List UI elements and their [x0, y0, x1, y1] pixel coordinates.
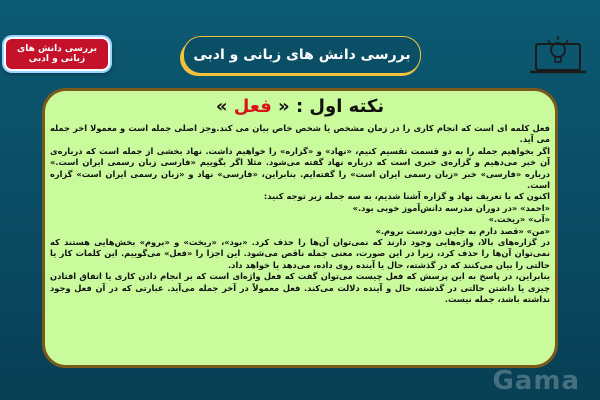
page-title: [183, 36, 421, 74]
topic-badge-label: بررسی دانش های زبانی و ادبی: [16, 44, 98, 64]
content-text: [50, 95, 550, 361]
paragraph: فعل کلمه ای است که انجام کاری را در زمان مشخص یا شخص خاص بیان می کند.وجز اصلی جمله است و معمولا اخر جمله می آید.: [50, 123, 550, 145]
topic-badge: [4, 37, 110, 71]
body-text: [50, 123, 550, 306]
page-title-text: بررسی دانش های زبانی و ادبی: [193, 47, 411, 63]
paragraph: بنابراین، در پاسخ به این پرسش که فعل چیست می‌توان گفت که فعل واژه‌ای است که بر انجام دادن کاری یا اتفاق افتادن چیزی یا داشتن حالتی در گذشته، حال و آینده دلالت می‌کند. فعل معمولاً در آخر جمله می‌آید. عبارتی که در آن فعل وجود نداشته باشد، جمله نیست.: [50, 271, 550, 305]
section-heading: [50, 95, 550, 119]
heading-suffix: »: [215, 96, 234, 117]
heading-prefix: نکته اول : «: [271, 96, 385, 117]
paragraph: اگر بخواهیم جمله را به دو قسمت تقسیم کنیم، «نهاد» و «گزاره» را خواهیم داشت. نهاد بخشی از جمله است که درباره‌ی آن خبر می‌دهیم و گزاره‌ی خبری است که درباره نهاد گفته می‌شود. مثلا اگر بگوییم «فارسی زبان رسمی ایران است.» درباره «فارسی» خبر «زبان رسمی ایران است» را گفته‌ایم. بنابراین، «فارسی» نهاد و «زبان رسمی ایران است» گزاره است.: [50, 145, 550, 191]
paragraph: «من» «قصد دارم به جایی دوردست بروم.»: [375, 225, 550, 236]
paragraph: اکنون که با تعریف نهاد و گزاره آشنا شدیم، به سه جمله زیر توجه کنید:: [263, 191, 550, 202]
watermark: Gama: [492, 366, 580, 396]
paragraph: «احمد» «در دوران مدرسه دانش‌آموز خوبی بود.»: [352, 202, 550, 213]
lightbulb-laptop-icon: [528, 30, 588, 78]
paragraph: «آب» «ریخت.»: [488, 214, 550, 225]
heading-word: فعل: [233, 96, 272, 117]
paragraph: در گزاره‌های بالا، واژه‌هایی وجود دارند که نمی‌توان آن‌ها را حذف کرد. «بود»، «ریخت» و «بروم» بخش‌هایی هستند که نمی‌توان آن‌ها را حذف کرد، زیرا در این صورت، معنی جمله ناقص می‌شود. این اجزا را «فعل» می‌گوییم. این کلمات کار یا حالتی را بیان می‌کنند که در گذشته، حال یا آینده روی داده، می‌دهد یا خواهد داد.: [50, 237, 550, 270]
